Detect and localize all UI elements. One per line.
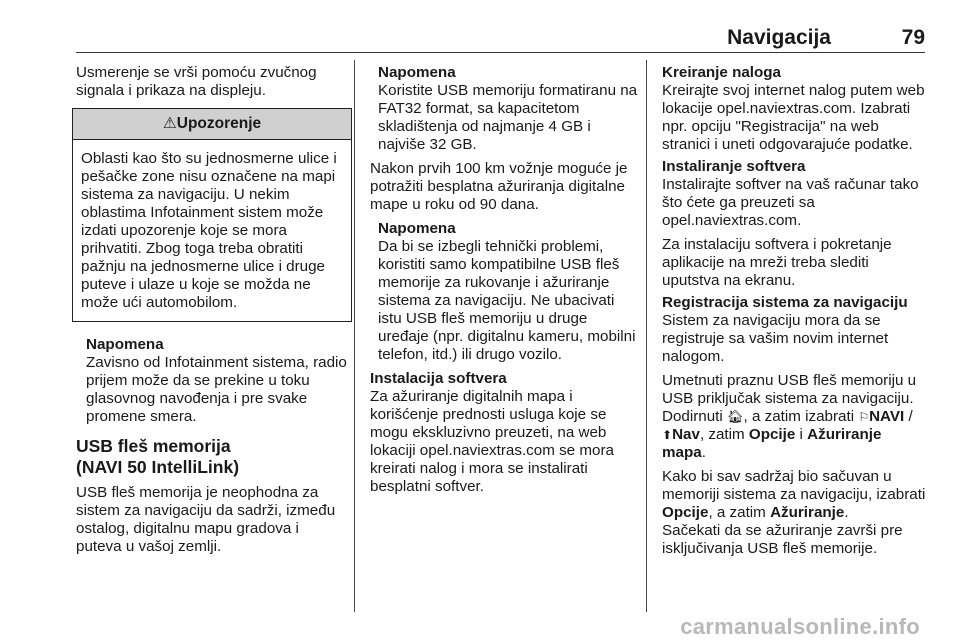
- intro-paragraph: Usmerenje se vrši pomoću zvučnog signala i prikaza na displeju.: [76, 64, 317, 99]
- page-title: Navigacija: [727, 26, 831, 49]
- note-title: Napomena: [86, 336, 164, 353]
- column-3: [662, 64, 926, 558]
- text-run: , zatim: [699, 426, 749, 443]
- page-number: 79: [901, 26, 925, 49]
- note-text: Zavisno od Infotainment sistema, radio prijem može da se prekine u toku glasovnog navođenja i pre svake promene smera.: [86, 354, 347, 425]
- paragraph: Kreirajte svoj internet nalog putem web lokacije opel.naviextras.com. Izabrati npr. opciju "Registracija" na web stranici i uneti odgovarajuće podatke.: [662, 82, 925, 153]
- column-2: [370, 64, 642, 496]
- subheading: Instalacija softvera: [370, 370, 507, 387]
- note-block: [378, 64, 642, 154]
- note-text: Da bi se izbegli tehnički problemi, koristiti samo kompatibilne USB fleš memorije za rukovanje i ažuriranje sistema za navigaciju. Ne ubacivati istu USB fleš memoriju u druge uređaje (npr. digitalnu kameru, mobilni telefon, itd.) ili drugo vozilo.: [378, 238, 636, 363]
- azuriranje-label: Ažuriranje: [770, 504, 845, 521]
- home-icon: 🏠︎: [727, 409, 744, 424]
- paragraph: Za ažuriranje digitalnih mapa i korišćenje prednosti usluga koje se mogu ekskluzivno preuzeti, na web lokaciji opel.naviextras.com se mora kreirati nalog i mora se instalirati besplatni softver.: [370, 388, 614, 495]
- section-heading-line-2: (NAVI 50 IntelliLink): [76, 457, 240, 477]
- warning-header: [73, 109, 351, 140]
- opcije-label: Opcije: [662, 504, 709, 521]
- text-run: , a zatim izabrati: [743, 408, 859, 425]
- paragraph: Instalirajte softver na vaš računar tako što ćete ga preuzeti sa opel.naviextras.com.: [662, 176, 919, 229]
- azuriranje-mapa-label: Ažuriranje mapa: [662, 426, 882, 461]
- warning-title: Upozorenje: [176, 115, 262, 132]
- page-header: [76, 26, 925, 53]
- warning-text: Oblasti kao što su jednosmerne ulice i pešačke zone nisu označene na mapi sistema za navigaciju. U nekim oblastima Infotainment sistem može izdati upozorenje koje se mora prihvatiti. Zbog toga treba obratiti pažnju na jednosmerne ulice i druge puteve i ulaze u koje se možda ne može ući automobilom.: [81, 150, 337, 311]
- paragraph: Za instalaciju softvera i pokretanje aplikacije na mreži treba slediti uputstva na ekranu.: [662, 236, 892, 289]
- column-divider: [646, 60, 647, 612]
- text-run: .: [701, 444, 706, 461]
- warning-triangle-icon: ⚠: [162, 115, 177, 132]
- column-divider: [354, 60, 355, 612]
- subheading: Kreiranje naloga: [662, 64, 782, 81]
- text-run: , a zatim: [708, 504, 771, 521]
- navi-label: NAVI: [869, 408, 905, 425]
- subheading: Instaliranje softvera: [662, 158, 806, 175]
- text-run: /: [904, 408, 913, 425]
- text-run: Kako bi sav sadržaj bio sačuvan u memoriji sistema za navigaciju, izabrati: [662, 468, 926, 503]
- watermark: carmanualsonline.info: [680, 614, 920, 639]
- flag-icon: ⚐: [858, 410, 870, 424]
- column-1: [76, 64, 348, 556]
- paragraph: Nakon prvih 100 km vožnje moguće je potražiti besplatna ažuriranja digitalne mape u roku od 90 dana.: [370, 160, 628, 213]
- text-run: Umetnuti praznu USB fleš memoriju u USB priključak sistema za navigaciju. Dodirnuti: [662, 372, 917, 425]
- text-run: i: [795, 426, 808, 443]
- subheading: Registracija sistema za navigaciju: [662, 294, 908, 311]
- section-heading-line-1: USB fleš memorija: [76, 436, 231, 456]
- nav-label: Nav: [672, 426, 700, 443]
- text-run: Sačekati da se ažuriranje završi pre isključivanja USB fleš memorije.: [662, 522, 903, 557]
- note-text: Koristite USB memoriju formatiranu na FAT32 format, sa kapacitetom skladištenja od najmanje 4 GB i najviše 32 GB.: [378, 82, 638, 153]
- final-paragraph: [662, 468, 926, 558]
- car-icon: ⬆: [662, 428, 673, 442]
- note-title: Napomena: [378, 64, 456, 81]
- text-run: .: [844, 504, 849, 521]
- paragraph: Sistem za navigaciju mora da se registruje sa vašim novim internet nalogom.: [662, 312, 889, 365]
- opcije-label: Opcije: [748, 426, 796, 443]
- warning-box: [72, 108, 352, 322]
- note-block: [378, 220, 642, 364]
- note-block: [86, 336, 348, 426]
- usb-paragraph: USB fleš memorija je neophodna za sistem za navigaciju da sadrži, između ostalog, digitalnu mapu gradova i puteva u vašoj zemlji.: [76, 484, 336, 555]
- section-heading: [76, 436, 348, 478]
- usb-instruction-paragraph: [662, 372, 926, 462]
- note-title: Napomena: [378, 220, 456, 237]
